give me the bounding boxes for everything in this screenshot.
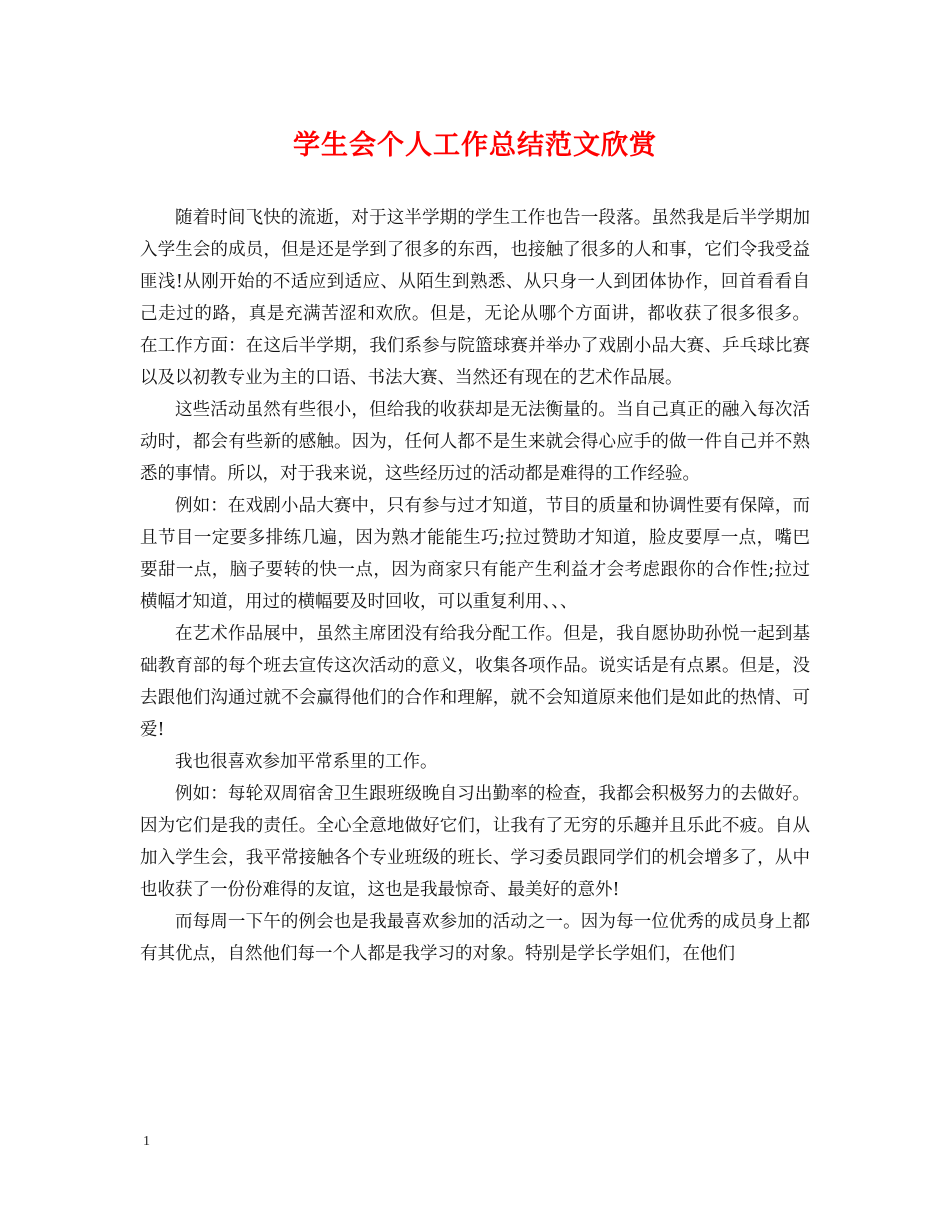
paragraph-6: 例如：每轮双周宿舍卫生跟班级晚自习出勤率的检查，我都会积极努力的去做好。因为它们是我的责任。全心全意地做好它们，让我有了无穷的乐趣并且乐此不疲。自从加入学生会，我平常接触各个专业班级的班长、学习委员跟同学们的机会增多了，从中也收获了一份份难得的友谊，这也是我最惊奇、最美好的意外!	[140, 784, 810, 900]
document-title: 学生会个人工作总结范文欣赏	[293, 130, 657, 161]
paragraph-2: 这些活动虽然有些很小，但给我的收获却是无法衡量的。当自己真正的融入每次活动时，都会有些新的感触。因为，任何人都不是生来就会得心应手的做一件自己并不熟悉的事情。所以，对于我来说，这些经历过的活动都是难得的工作经验。	[140, 400, 810, 484]
document-body	[140, 202, 810, 970]
page-number: 1	[143, 1134, 150, 1149]
paragraph-1: 随着时间飞快的流逝，对于这半学期的学生工作也告一段落。虽然我是后半学期加入学生会的成员，但是还是学到了很多的东西，也接触了很多的人和事，它们令我受益匪浅!从刚开始的不适应到适应、从陌生到熟悉、从只身一人到团体协作，回首看看自己走过的路，真是充满苦涩和欢欣。但是，无论从哪个方面讲，都收获了很多很多。 在工作方面：在这后半学期，我们系参与院篮球赛并举办了戏剧小品大赛、乒乓球比赛以及以初教专业为主的口语、书法大赛、当然还有现在的艺术作品展。	[140, 208, 810, 388]
paragraph-5: 我也很喜欢参加平常系里的工作。	[175, 752, 438, 772]
paragraph-4: 在艺术作品展中，虽然主席团没有给我分配工作。但是，我自愿协助孙悦一起到基础教育部的每个班去宣传这次活动的意义，收集各项作品。说实话是有点累。但是，没去跟他们沟通过就不会赢得他们的合作和理解，就不会知道原来他们是如此的热情、可爱!	[140, 624, 810, 740]
paragraph-7: 而每周一下午的例会也是我最喜欢参加的活动之一。因为每一位优秀的成员身上都有其优点，自然他们每一个人都是我学习的对象。特别是学长学姐们，在他们	[140, 912, 810, 964]
paragraph-3: 例如：在戏剧小品大赛中，只有参与过才知道，节目的质量和协调性要有保障，而且节目一定要多排练几遍，因为熟才能能生巧;拉过赞助才知道，脸皮要厚一点，嘴巴要甜一点，脑子要转的快一点，因为商家只有能产生利益才会考虑跟你的合作性;拉过横幅才知道，用过的横幅要及时回收，可以重复利用、、、	[140, 496, 810, 612]
